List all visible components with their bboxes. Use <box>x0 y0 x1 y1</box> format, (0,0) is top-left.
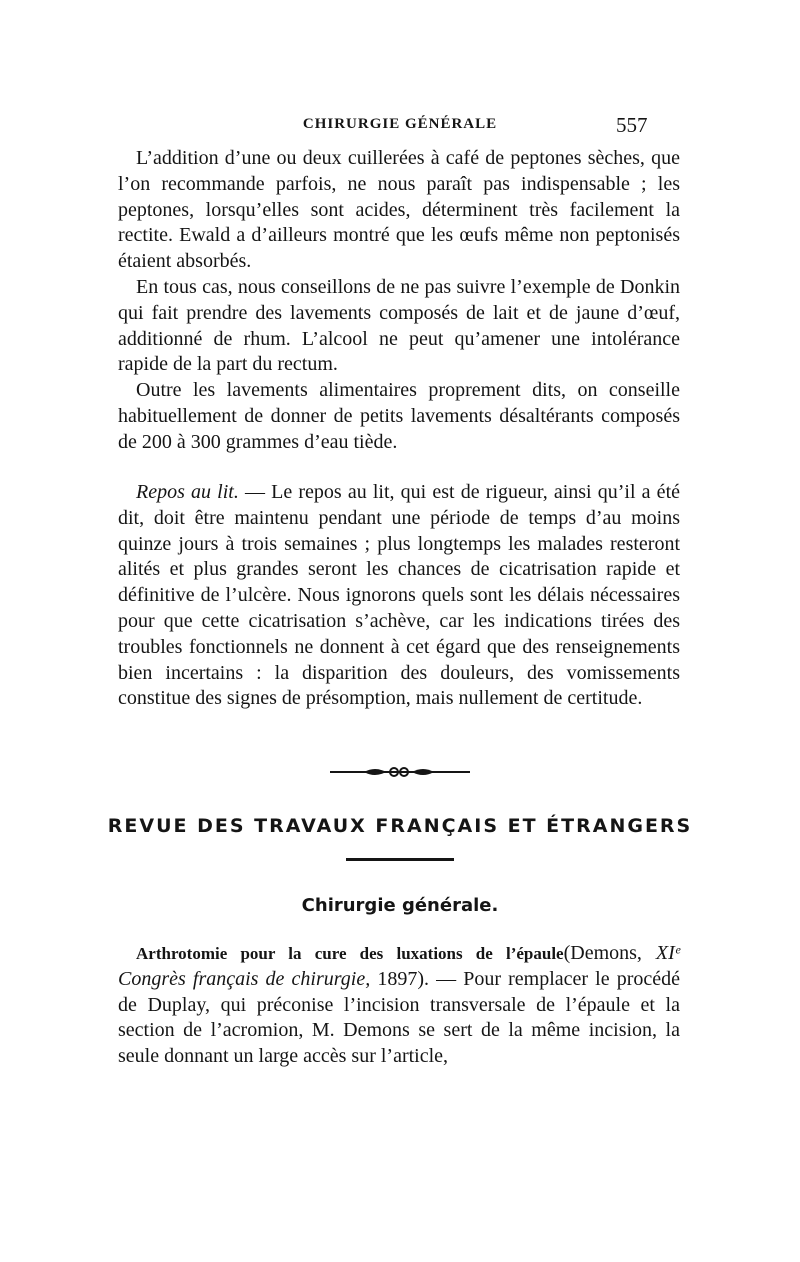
paragraph-peptones: L’addition d’une ou deux cuillerées à café de peptones sèches, que l’on recommande parfois, ne nous paraît pas indispensable ; les peptones, lorsqu’elles sont acides, déterminent très facilement la rectite. Ewald a d’ailleurs montré que les œufs même non peptonisés étaient absorbés. <box>118 147 680 273</box>
article-block <box>118 941 680 1070</box>
section-heading: REVUE DES TRAVAUX FRANÇAIS ET ÉTRANGERS <box>107 815 693 837</box>
repos-au-lit-lead: Repos au lit. <box>136 481 239 503</box>
body-text-block <box>118 146 680 456</box>
repos-au-lit-text: — Le repos au lit, qui est de rigueur, ainsi qu’il a été dit, doit être maintenu pendant une période de temps d’au moins quinze jours à trois semaines ; plus longtemps les malades resteront alités et plus grandes seront les chances de cicatrisation rapide et définitive de l’ulcère. Nous ignorons quels sont les délais nécessaires pour que cette cicatrisation s’achève, car les indications tirées des troubles fonctionnels ne donnent à cet égard que des renseignements bien incertains : la disparition des douleurs, des vomissements constitue des signes de présomption, mais nullement de certitude. <box>118 481 680 710</box>
ornament-divider-icon <box>330 765 470 779</box>
repos-au-lit-block <box>118 480 680 712</box>
article-source-open: (Demons, <box>563 942 656 964</box>
paragraph-lavements-desalterants: Outre les lavements alimentaires proprement dits, on conseille habituellement de donner de petits lavements désaltérants composés de 200 à 300 grammes d’eau tiède. <box>118 379 680 453</box>
article-text: — Pour remplacer le procédé de Duplay, qui préconise l’incision transversale de l’épaule et la section de l’acromion, M. Demons se sert de la même incision, la seule donnant un large accès sur l’article, <box>118 967 680 1068</box>
article-source-close: 1897). <box>370 967 430 990</box>
article-paragraph <box>118 941 680 1070</box>
paragraph-lavements-donkin: En tous cas, nous conseillons de ne pas suivre l’exemple de Donkin qui fait prendre des lavements composés de lait et de jaune d’œuf, additionné de rhum. L’alcool ne peut qu’amener une intolérance rapide de la part du rectum. <box>118 275 680 376</box>
subsection-heading: Chirurgie générale. <box>301 895 499 916</box>
page-number: 557 <box>616 113 648 137</box>
running-header-title: CHIRURGIE GÉNÉRALE <box>302 116 498 132</box>
heading-rule-divider <box>346 858 454 861</box>
article-source-italic: XIᵉ Congrès français de chirurgie, <box>118 942 680 990</box>
article-title: Arthrotomie pour la cure des luxations de l’épaule <box>136 944 564 963</box>
paragraph-repos-au-lit <box>118 480 680 712</box>
